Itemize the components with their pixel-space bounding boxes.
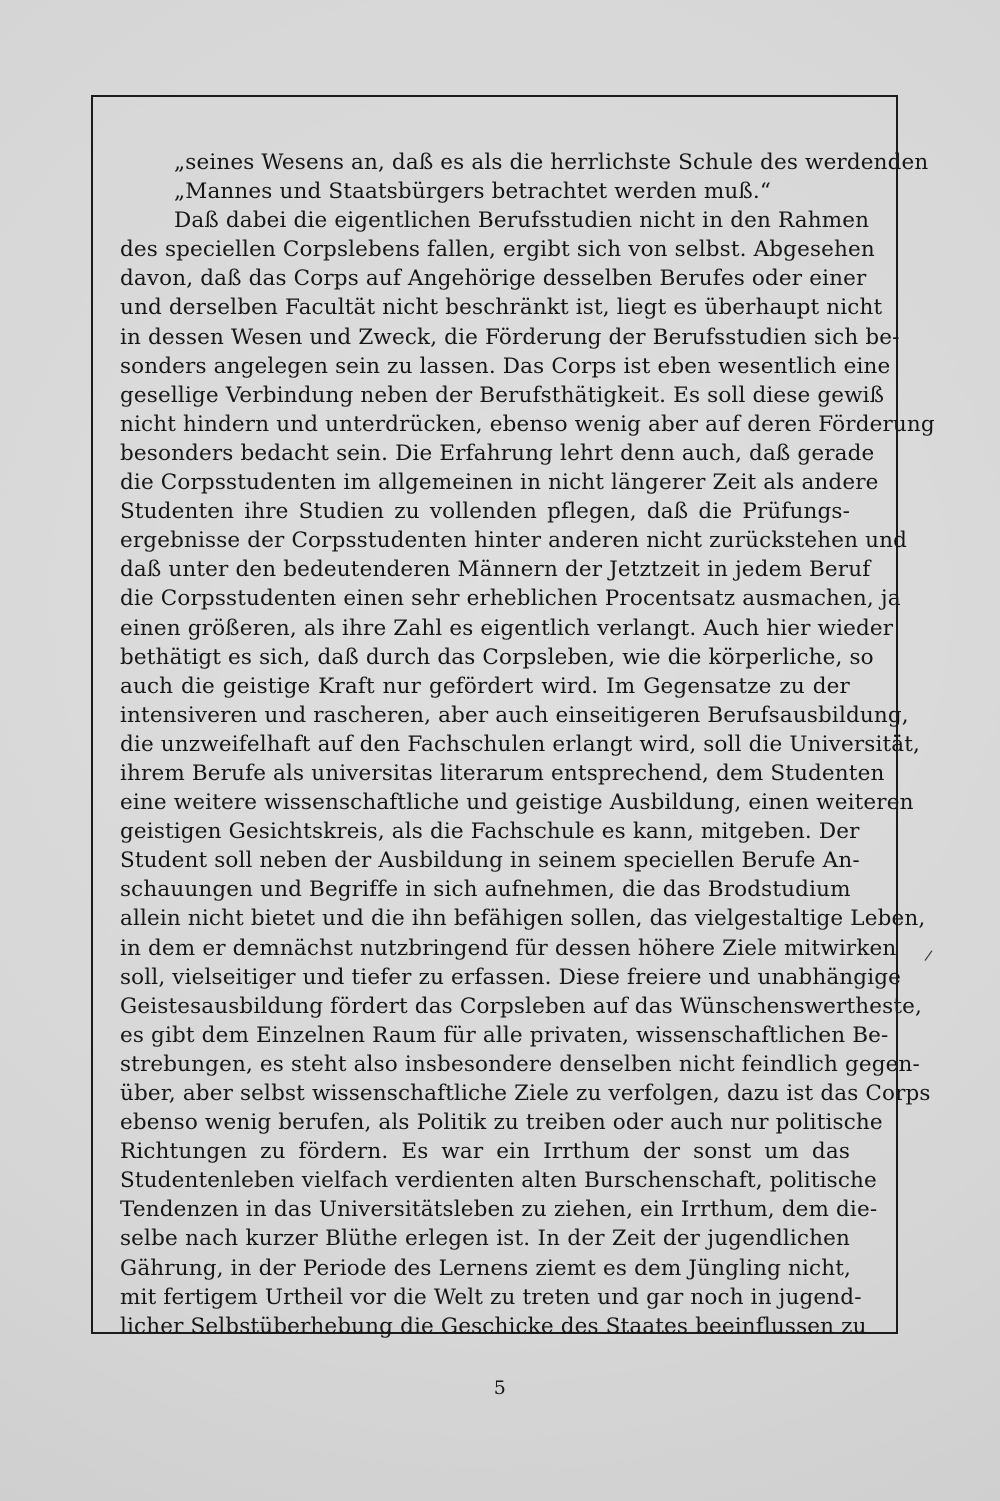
text-line: eine weitere wissenschaftliche und geistige Ausbildung, einen weiteren <box>120 790 914 816</box>
text-line: besonders bedacht sein. Die Erfahrung lehrt denn auch, daß gerade <box>120 440 875 466</box>
text-line: Daß dabei die eigentlichen Berufsstudien nicht in den Rahmen <box>174 208 870 234</box>
text-line: allein nicht bietet und die ihn befähigen sollen, das vielgestaltige Leben, <box>120 906 926 932</box>
text-line: „Mannes und Staatsbürgers betrachtet werden muß.“ <box>174 179 772 205</box>
text-line: gesellige Verbindung neben der Berufsthätigkeit. Es soll diese gewiß <box>120 382 885 408</box>
text-line: Tendenzen in das Universitätsleben zu ziehen, ein Irrthum, dem die- <box>120 1197 878 1223</box>
text-line: geistigen Gesichtskreis, als die Fachschule es kann, mitgeben. Der <box>120 819 860 845</box>
text-line: Student soll neben der Ausbildung in seinem speciellen Berufe An- <box>120 848 860 874</box>
text-line: strebungen, es steht also insbesondere denselben nicht feindlich gegen- <box>120 1051 920 1077</box>
text-line: davon, daß das Corps auf Angehörige desselben Berufes oder einer <box>120 266 867 292</box>
text-line: selbe nach kurzer Blüthe erlegen ist. In der Zeit der jugendlichen <box>120 1226 850 1252</box>
text-line: auch die geistige Kraft nur gefördert wird. Im Gegensatze zu der <box>120 673 850 699</box>
text-line: über, aber selbst wissenschaftliche Ziele zu verfolgen, dazu ist das Corps <box>120 1081 931 1106</box>
page-number: 5 <box>493 1377 507 1399</box>
text-line: die Corpsstudenten einen sehr erheblichen Procentsatz ausmachen, ja <box>120 586 901 612</box>
text-line: ebenso wenig berufen, als Politik zu treiben oder auch nur politische <box>120 1110 883 1136</box>
margin-pencil-mark: / <box>923 947 934 965</box>
body-text <box>120 148 935 1341</box>
text-line: Studentenleben vielfach verdienten alten Burschenschaft, politische <box>120 1168 877 1194</box>
text-line: „seines Wesens an, daß es als die herrlichste Schule des werdenden <box>174 150 929 175</box>
text-line: Studenten ihre Studien zu vollenden pflegen, daß die Prüfungs- <box>120 499 850 525</box>
text-line: einen größeren, als ihre Zahl es eigentlich verlangt. Auch hier wieder <box>120 615 894 641</box>
text-line: nicht hindern und unterdrücken, ebenso wenig aber auf deren Förderung <box>120 411 935 437</box>
text-line: in dem er demnächst nutzbringend für dessen höhere Ziele mitwirken <box>120 935 897 961</box>
text-line: soll, vielseitiger und tiefer zu erfassen. Diese freiere und unabhängige <box>120 964 902 990</box>
text-line: die unzweifelhaft auf den Fachschulen erlangt wird, soll die Universität, <box>120 731 921 757</box>
text-line: ergebnisse der Corpsstudenten hinter anderen nicht zurückstehen und <box>120 528 908 554</box>
text-line: Richtungen zu fördern. Es war ein Irrthum der sonst um das <box>120 1139 850 1165</box>
text-line: die Corpsstudenten im allgemeinen in nicht längerer Zeit als andere <box>120 470 879 496</box>
text-line: des speciellen Corpslebens fallen, ergibt sich von selbst. Abgesehen <box>120 237 875 263</box>
text-line: und derselben Facultät nicht beschränkt ist, liegt es überhaupt nicht <box>120 295 883 321</box>
text-line: es gibt dem Einzelnen Raum für alle privaten, wissenschaftlichen Be- <box>120 1022 889 1048</box>
text-line: ihrem Berufe als universitas literarum entsprechend, dem Studenten <box>120 760 885 786</box>
text-line: mit fertigem Urtheil vor die Welt zu treten und gar noch in jugend- <box>120 1284 862 1310</box>
text-line: Geistesausbildung fördert das Corpsleben auf das Wünschenswertheste, <box>120 993 922 1019</box>
text-line: in dessen Wesen und Zweck, die Förderung der Berufsstudien sich be- <box>120 324 900 350</box>
text-line: bethätigt es sich, daß durch das Corpsleben, wie die körperliche, so <box>120 644 874 670</box>
text-line: Gährung, in der Periode des Lernens ziemt es dem Jüngling nicht, <box>120 1255 852 1281</box>
text-line: daß unter den bedeutenderen Männern der Jetztzeit in jedem Beruf <box>120 557 871 583</box>
text-line: licher Selbstüberhebung die Geschicke des Staates beeinflussen zu <box>120 1313 867 1339</box>
text-line: sonders angelegen sein zu lassen. Das Corps ist eben wesentlich eine <box>120 353 891 379</box>
text-line: intensiveren und rascheren, aber auch einseitigeren Berufsausbildung, <box>120 702 909 728</box>
text-line: schauungen und Begriffe in sich aufnehmen, die das Brodstudium <box>120 877 851 903</box>
